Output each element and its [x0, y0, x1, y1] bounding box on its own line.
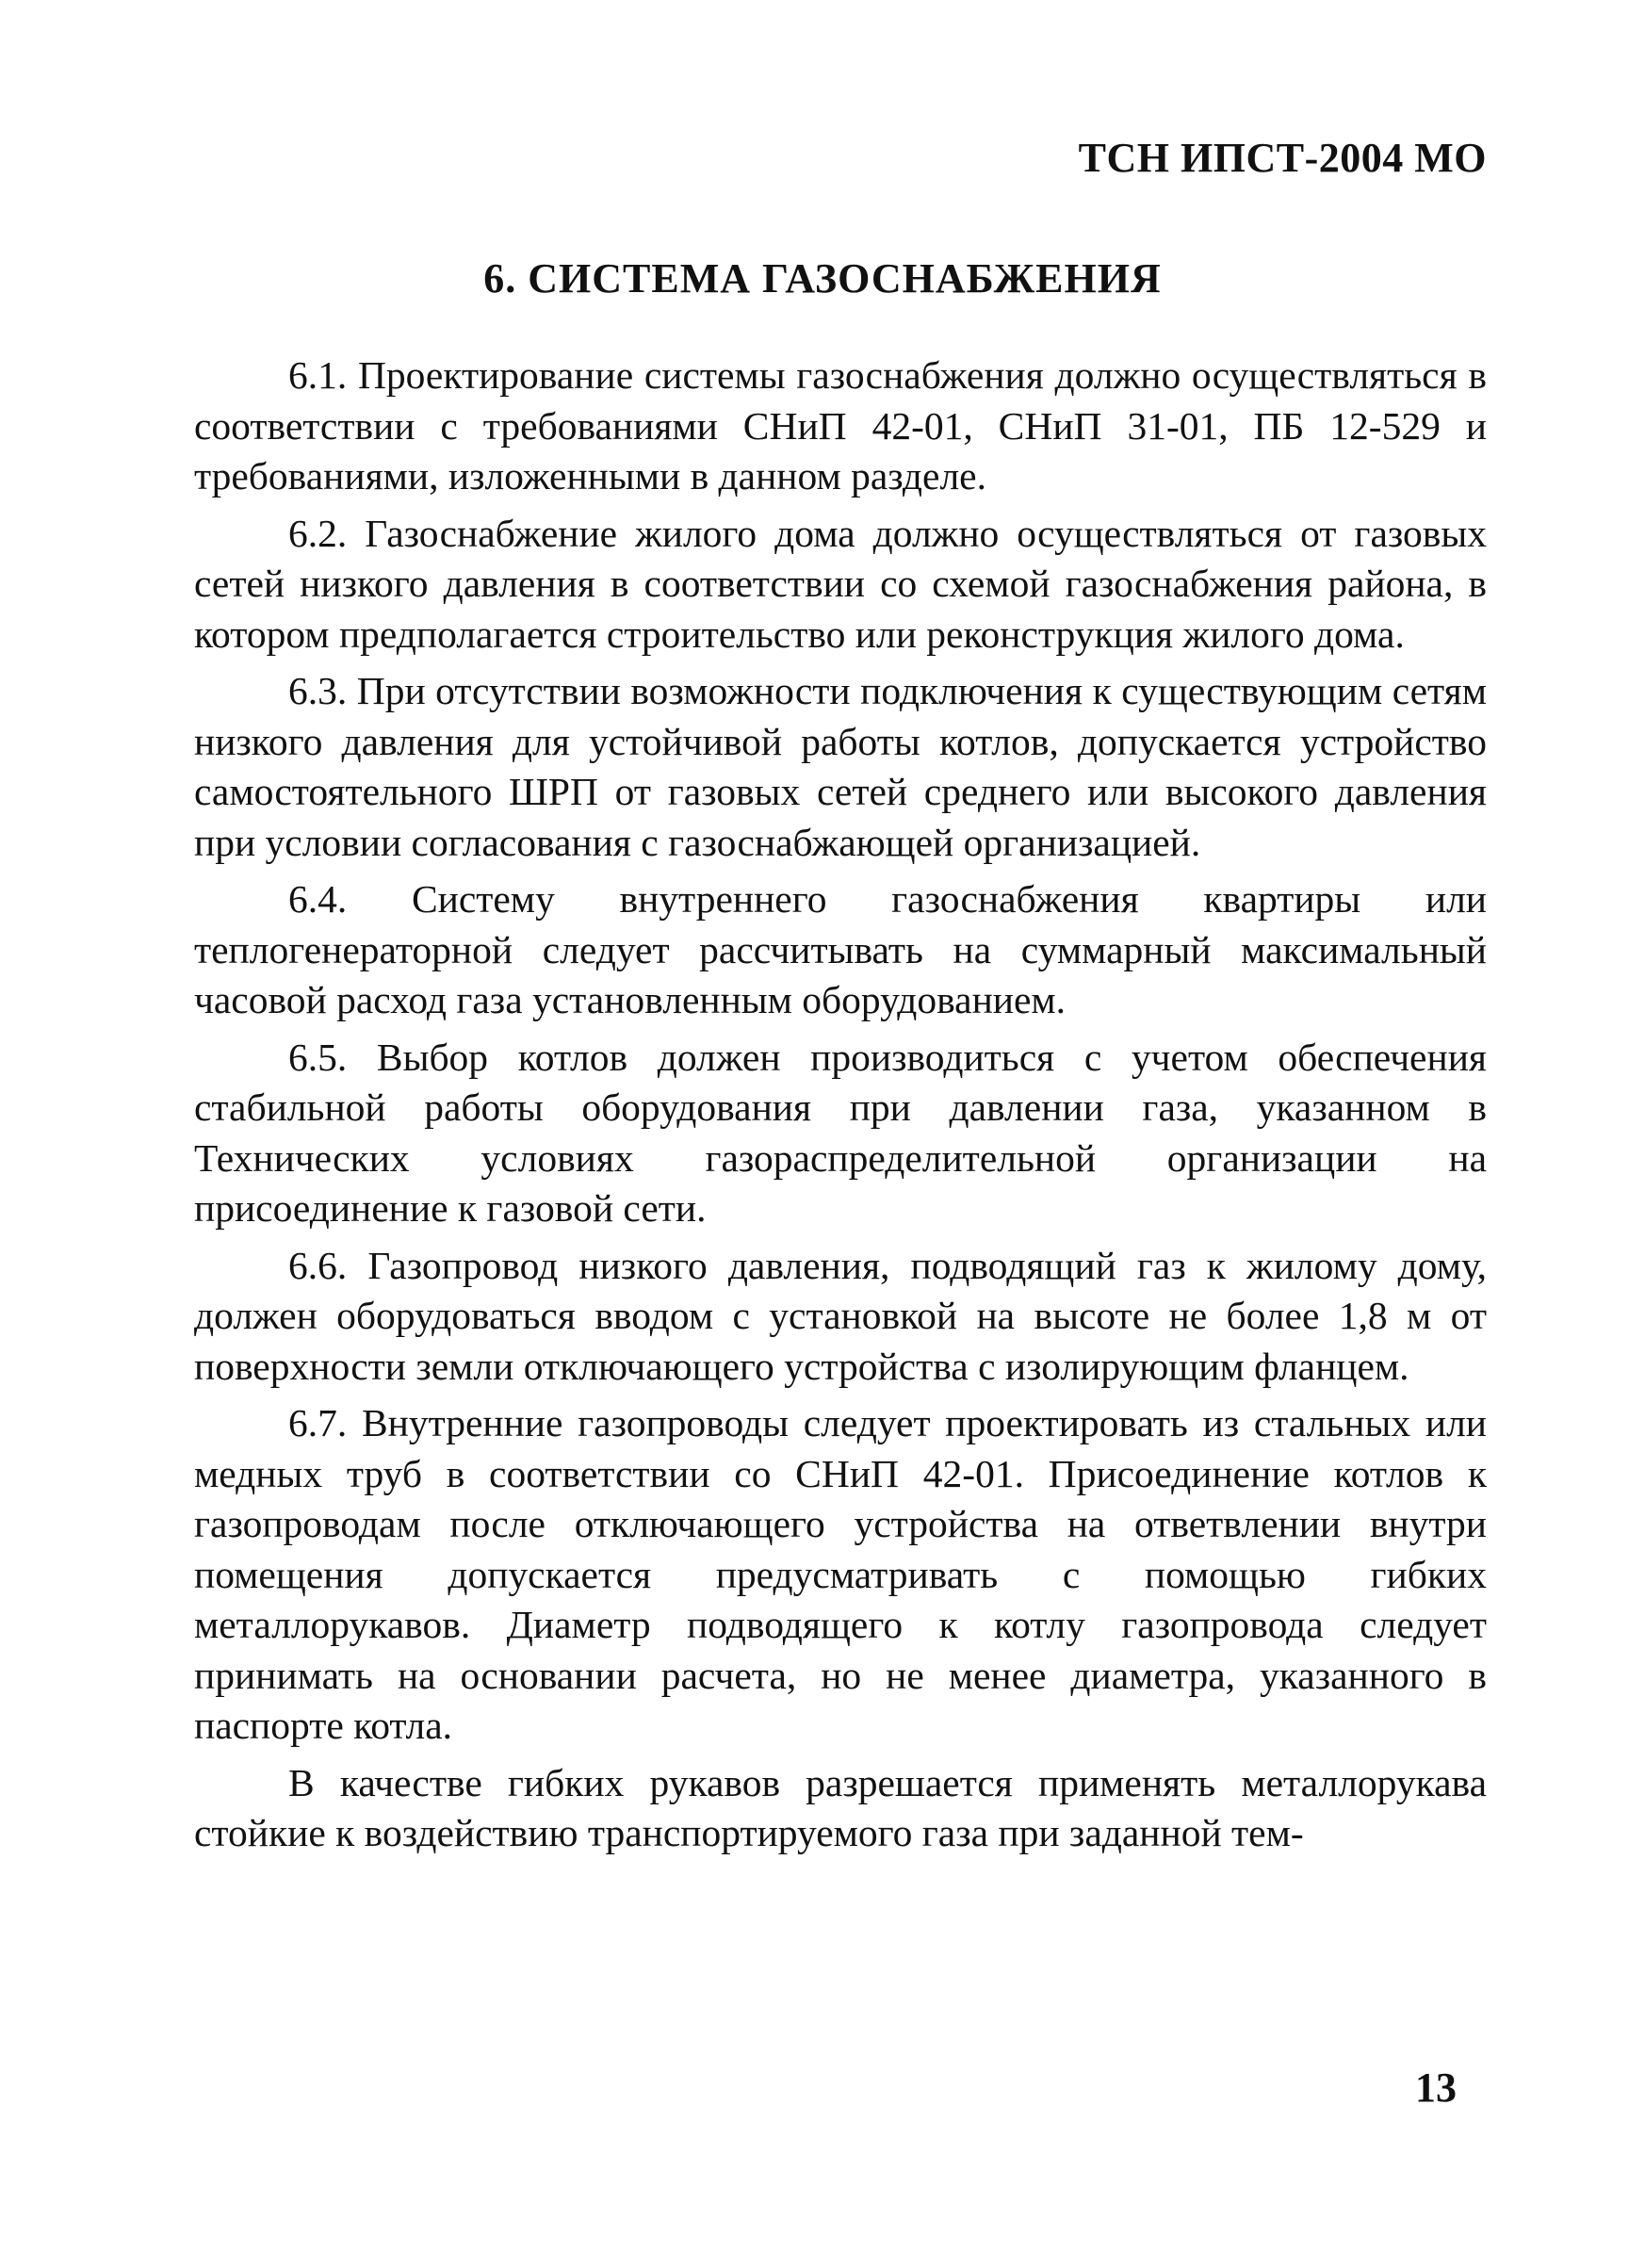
paragraph-6-3: 6.3. При отсутствии возможности подключения к существующим сетям низкого давления для устойчивой работы котлов, допускается устройство самостоятельного ШРП от газовых сетей среднего или высокого давления при условии согласования с газоснабжающей организацией.: [194, 669, 1487, 864]
section-body: [194, 351, 1487, 1866]
paragraph-6-2: 6.2. Газоснабжение жилого дома должно осуществляться от газовых сетей низкого давления в соответствии со схемой газоснабжения района, в котором предполагается строительство или реконструкция жилого дома.: [194, 511, 1487, 656]
document-code: ТСН ИПСТ-2004 МО: [1078, 135, 1487, 181]
paragraph-6-6: 6.6. Газопровод низкого давления, подводящий газ к жилому дому, должен оборудоваться вводом с установкой на высоте не более 1,8 м от поверхности земли отключающего устройства с изолирующим фланцем.: [194, 1243, 1487, 1388]
paragraph-6-1: 6.1. Проектирование системы газоснабжения должно осуществляться в соответствии с требованиями СНиП 42-01, СНиП 31-01, ПБ 12-529 и требованиями, изложенными в данном разделе.: [194, 353, 1487, 498]
paragraph-6-5: 6.5. Выбор котлов должен производиться с учетом обеспечения стабильной работы оборудования при давлении газа, указанном в Технических условиях газораспределительной организации на присоединение к газовой сети.: [194, 1035, 1487, 1230]
paragraph-flexible-hoses: В качестве гибких рукавов разрешается применять металлорукава стойкие к воздействию транспортируемого газа при заданной тем-: [194, 1760, 1487, 1854]
section-title: 6. СИСТЕМА ГАЗОСНАБЖЕНИЯ: [483, 255, 1162, 302]
paragraph-6-7: 6.7. Внутренние газопроводы следует проектировать из стальных или медных труб в соответствии со СНиП 42-01. Присоединение котлов к газопроводам после отключающего устройства на ответвлении внутри помещения допускается предусматривать с помощью гибких металлорукавов. Диаметр подводящего к котлу газопровода следует принимать на основании расчета, но не менее диаметра, указанного в паспорте котла.: [194, 1401, 1487, 1747]
page-number: 13: [1415, 2064, 1457, 2111]
paragraph-6-4: 6.4. Систему внутреннего газоснабжения квартиры или теплогенераторной следует рассчитывать на суммарный максимальный часовой расход газа установленным оборудованием.: [194, 877, 1487, 1021]
